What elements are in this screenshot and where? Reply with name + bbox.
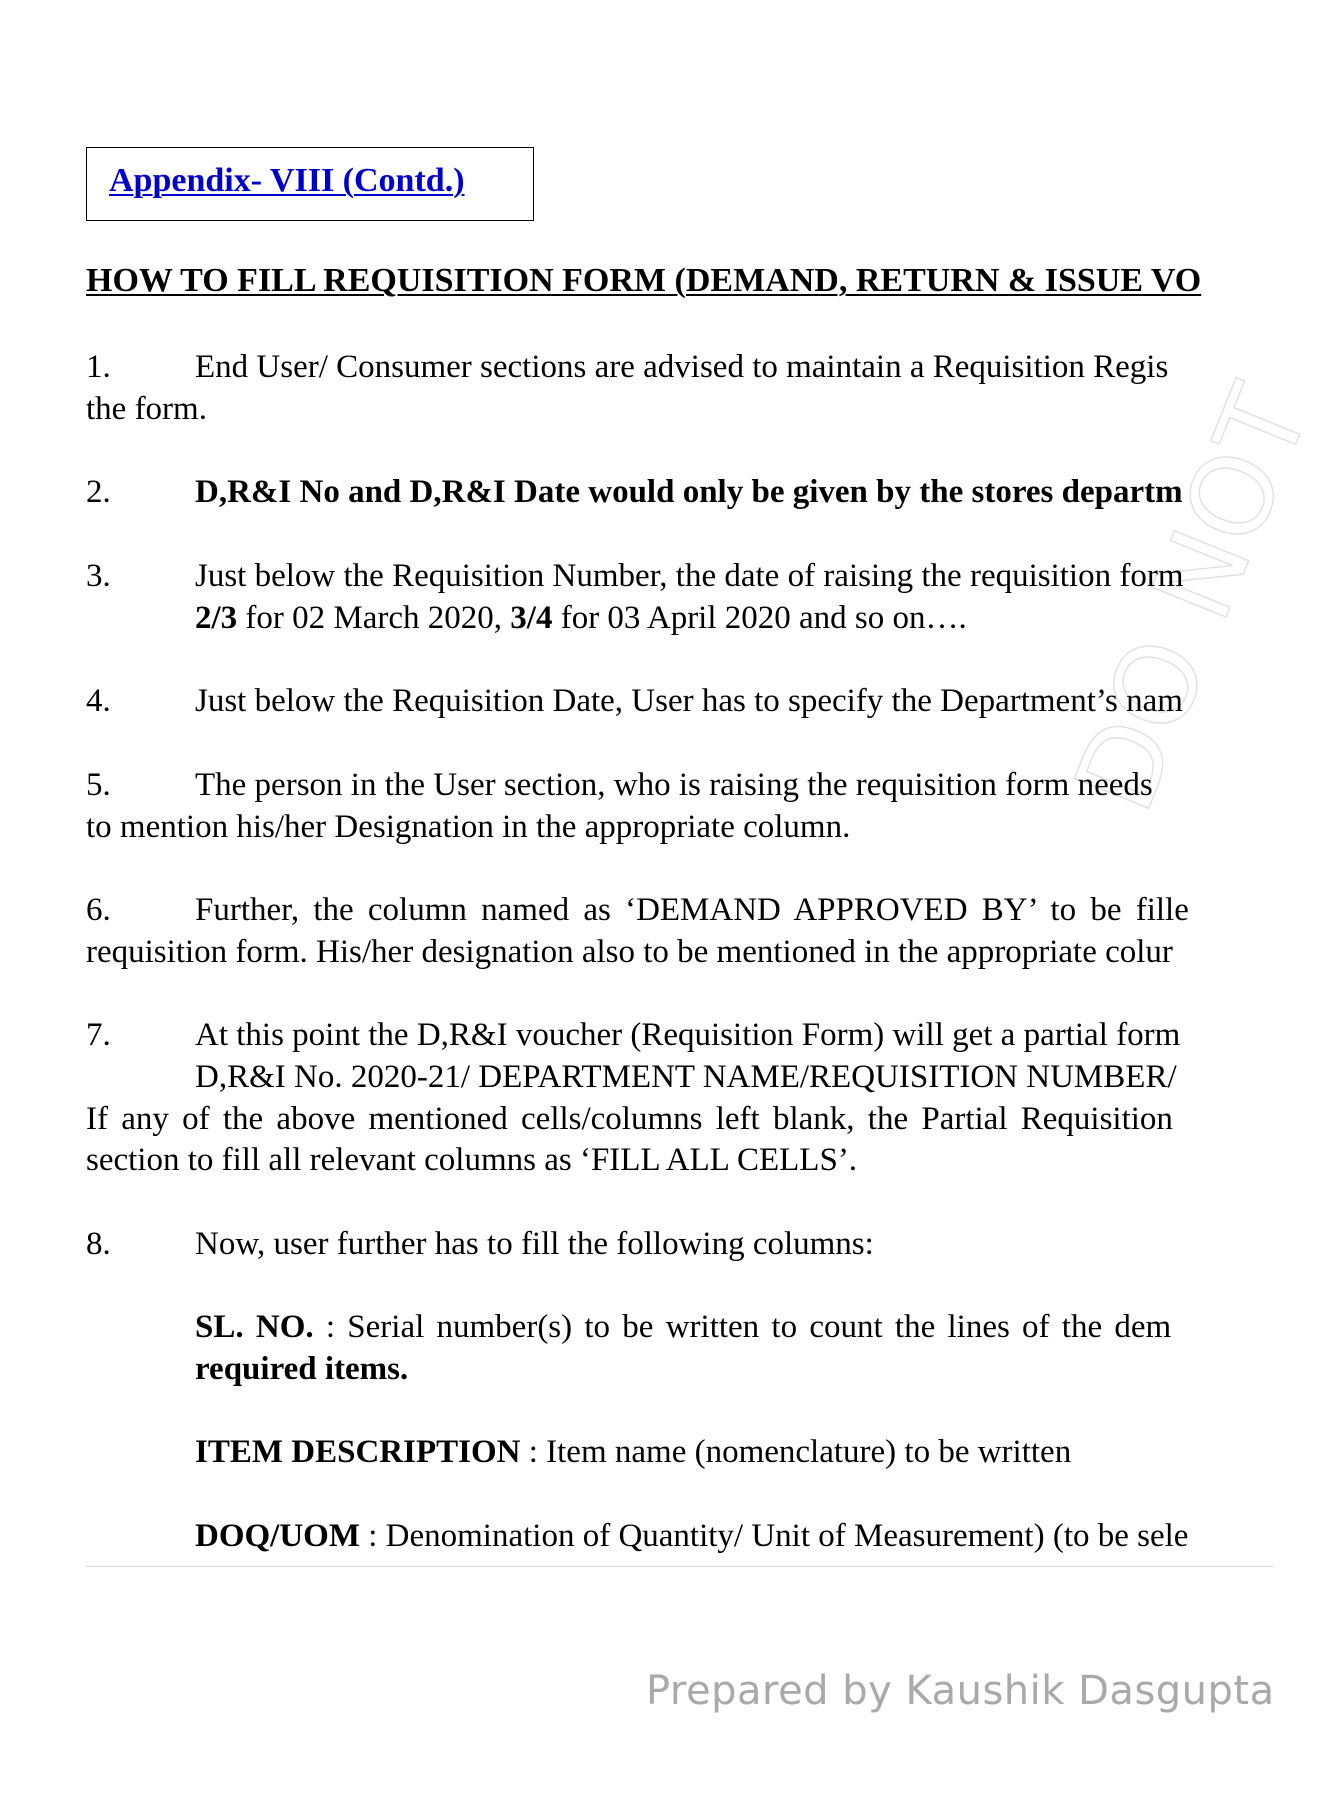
column-sl-no-label: SL. NO. — [195, 1309, 314, 1345]
column-doq-uom-text: : Denomination of Quantity/ Unit of Measurement) (to be sele — [359, 1518, 1189, 1554]
column-doq-uom — [195, 1515, 1188, 1557]
item-6-continuation: requisition form. His/her designation also to be mentioned in the appropriate colur — [86, 934, 1173, 970]
item-8-text: Now, user further has to fill the following columns: — [195, 1226, 874, 1262]
column-sl-no — [195, 1306, 1171, 1348]
item-4-text: Just below the Requisition Date, User has to specify the Department’s nam — [195, 683, 1183, 719]
item-3-number: 3. — [86, 558, 111, 594]
item-1-number: 1. — [86, 349, 111, 385]
item-7-continuation-1: If any of the above mentioned cells/columns left blank, the Partial Requisition — [86, 1101, 1173, 1137]
item-6-number: 6. — [86, 892, 111, 928]
item-7-number: 7. — [86, 1017, 111, 1053]
date-example-1: 2/3 — [195, 600, 238, 636]
date-example-2: 3/4 — [510, 600, 553, 636]
item-5-number: 5. — [86, 767, 111, 803]
column-item-description-text: : Item name (nomenclature) to be written — [520, 1434, 1072, 1470]
watermark: DO NOT — [1050, 369, 1334, 828]
item-7-text: At this point the D,R&I voucher (Requisition Form) will get a partial form — [195, 1017, 1181, 1053]
item-1-text: End User/ Consumer sections are advised to maintain a Requisition Regis — [195, 349, 1169, 385]
column-item-description — [195, 1431, 1071, 1473]
date-example-1-text: for 02 March 2020, — [237, 600, 511, 636]
appendix-box — [86, 147, 534, 221]
item-4-number: 4. — [86, 683, 111, 719]
item-6-text: Further, the column named as ‘DEMAND APPROVED BY’ to be fille — [195, 892, 1189, 928]
column-sl-no-text: : Serial number(s) to be written to count the lines of the dem — [313, 1309, 1172, 1345]
item-7-line-2: D,R&I No. 2020-21/ DEPARTMENT NAME/REQUISITION NUMBER/ — [195, 1059, 1177, 1095]
item-5-text: The person in the User section, who is raising the requisition form needs — [195, 767, 1153, 803]
column-item-description-label: ITEM DESCRIPTION — [195, 1434, 521, 1470]
item-3-line-2 — [195, 597, 967, 639]
column-doq-uom-label: DOQ/UOM — [195, 1518, 360, 1554]
item-5-continuation: to mention his/her Designation in the appropriate column. — [86, 809, 851, 845]
footer-credit: Prepared by Kaushik Dasgupta — [646, 1668, 1275, 1714]
date-example-2-text: for 03 April 2020 and so on…. — [552, 600, 967, 636]
item-2-number: 2. — [86, 474, 111, 510]
item-7-continuation-2: section to fill all relevant columns as ‘FILL ALL CELLS’. — [86, 1142, 858, 1178]
item-1-continuation: the form. — [86, 391, 207, 427]
item-2-text: D,R&I No and D,R&I Date would only be given by the stores departm — [195, 474, 1183, 510]
appendix-title[interactable]: Appendix- VIII (Contd.) — [109, 162, 465, 199]
column-sl-no-continuation: required items. — [195, 1351, 409, 1387]
page-heading: HOW TO FILL REQUISITION FORM (DEMAND, RETURN & ISSUE VO — [86, 262, 1202, 299]
footer-divider — [86, 1566, 1273, 1567]
item-3-text: Just below the Requisition Number, the date of raising the requisition form — [195, 558, 1184, 594]
item-8-number: 8. — [86, 1226, 111, 1262]
